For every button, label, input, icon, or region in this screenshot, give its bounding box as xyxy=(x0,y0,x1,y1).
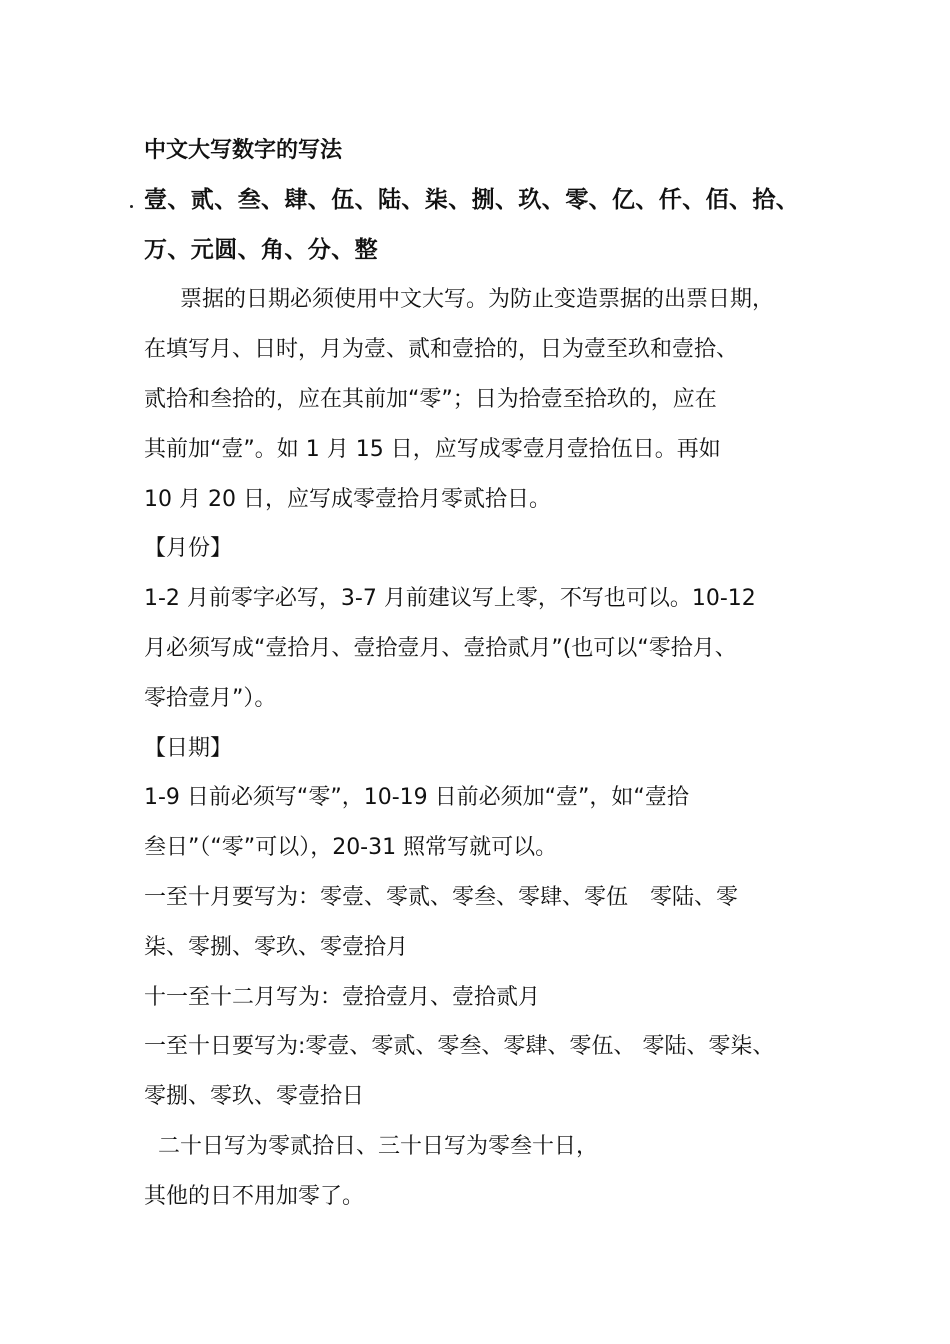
list-line: 十一至十二月写为：壹拾壹月、壹拾贰月 xyxy=(144,984,541,1010)
para1-line: 10 月 20 日，应写成零壹拾月零贰拾日。 xyxy=(144,486,551,512)
numerals-line-1: 壹、贰、叁、肆、伍、陆、柒、捌、玖、零、亿、仟、佰、拾、 xyxy=(144,186,800,213)
month-para-line: 1-2 月前零字必写，3-7 月前建议写上零，不写也可以。10-12 xyxy=(144,586,756,612)
para1-line: 贰拾和叁拾的，应在其前加“零”；日为拾壹至拾玖的，应在 xyxy=(144,386,717,412)
list-line: 一至十月要写为：零壹、零贰、零叁、零肆、零伍 零陆、零 xyxy=(144,884,739,910)
list-line: 一至十日要写为:零壹、零贰、零叁、零肆、零伍、 零陆、零柒、 xyxy=(144,1034,775,1060)
day-para-line: 1-9 日前必须写“零”，10-19 日前必须加“壹”，如“壹拾 xyxy=(144,785,689,811)
para1-line: 票据的日期必须使用中文大写。为防止变造票据的出票日期， xyxy=(180,287,775,313)
para1-line: 在填写月、日时，月为壹、贰和壹拾的，日为壹至玖和壹拾、 xyxy=(144,337,739,363)
list-line: 零捌、零玖、零壹拾日 xyxy=(144,1084,365,1110)
month-para-line: 零拾壹月”）。 xyxy=(144,685,277,711)
month-heading: 【月份】 xyxy=(144,536,233,562)
day-heading: 【日期】 xyxy=(144,735,233,761)
doc-title: 中文大写数字的写法 xyxy=(144,138,343,163)
closing-line: 二十日写为零贰拾日、三十日写为零叁十日， xyxy=(158,1133,599,1159)
closing-line: 其他的日不用加零了。 xyxy=(144,1183,365,1209)
month-para-line: 月必须写成“壹拾月、壹拾壹月、壹拾贰月”(也可以“零拾月、 xyxy=(144,635,737,661)
document-body xyxy=(144,126,824,1222)
para1-line: 其前加“壹”。如 1 月 15 日，应写成零壹月壹拾伍日。再如 xyxy=(144,436,721,462)
numerals-line-2: 万、元圆、角、分、整 xyxy=(144,236,378,263)
bullet-dot xyxy=(130,205,133,208)
day-para-line: 叁日”（“零”可以），20-31 照常写就可以。 xyxy=(144,835,558,861)
list-line: 柒、零捌、零玖、零壹拾月 xyxy=(144,934,409,960)
